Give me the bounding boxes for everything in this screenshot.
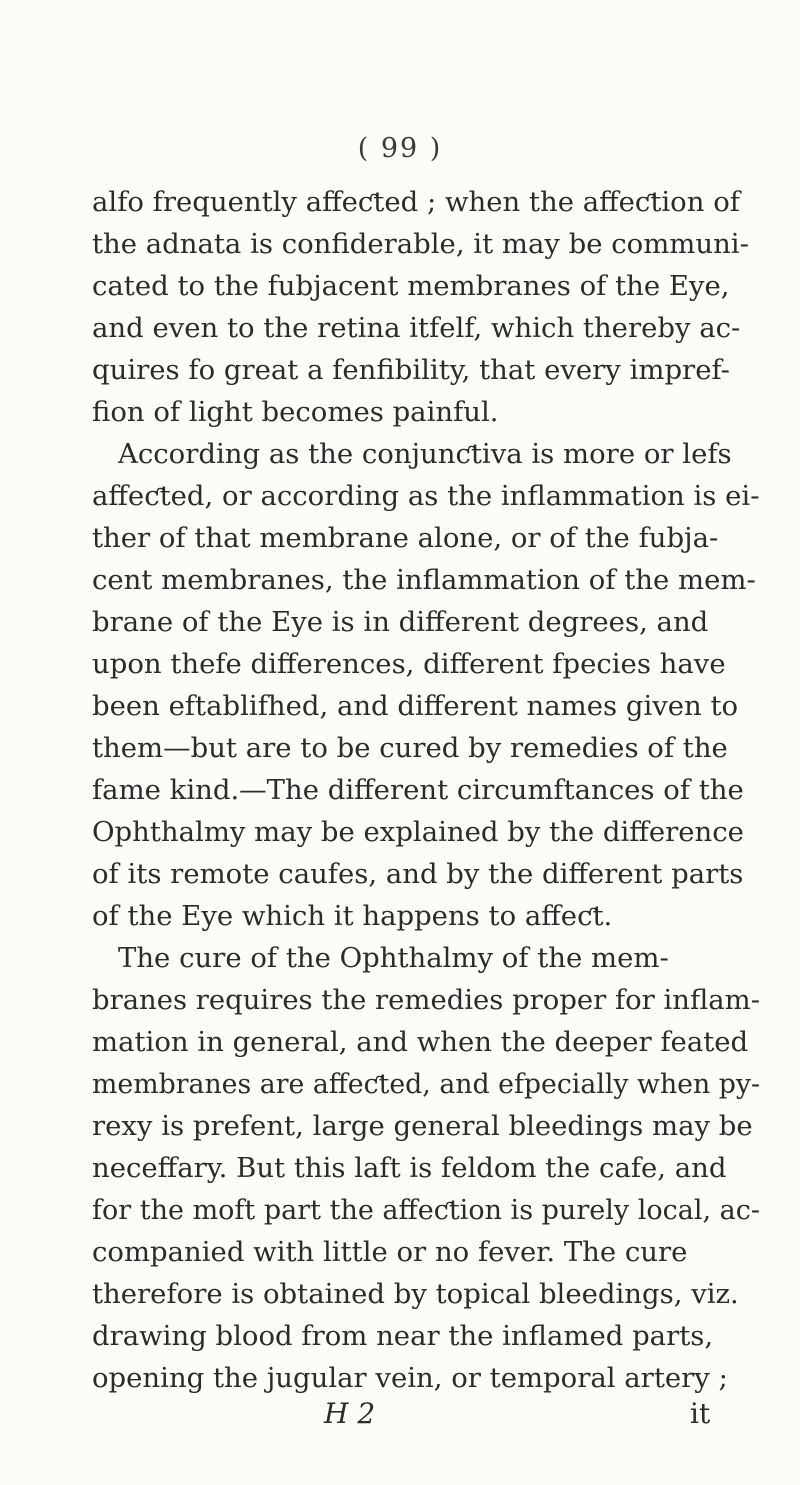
text-line: affeƈted, or according as the inflammation is ei- [92, 480, 760, 512]
footer-line [0, 1394, 800, 1434]
text-line: companied with little or no fever. The cure [92, 1236, 688, 1268]
text-line: therefore is obtained by topical bleedings, viz. [92, 1278, 739, 1310]
signature-mark: H 2 [324, 1397, 376, 1430]
text-line: mation in general, and when the deeper feated [92, 1026, 749, 1058]
text-line: membranes are affeƈted, and efpecially when py- [92, 1068, 761, 1100]
text-line: and even to the retina itfelf, which thereby ac- [92, 312, 741, 344]
text-line: brane of the Eye is in different degrees, and [92, 606, 709, 638]
text-line: them—but are to be cured by remedies of the [92, 732, 728, 764]
text-line: alfo frequently affeƈted ; when the affeƈtion of [92, 186, 740, 218]
text-line: ther of that membrane alone, or of the fubja- [92, 522, 719, 554]
text-line: Ophthalmy may be explained by the difference [92, 816, 744, 848]
text-line: According as the conjunƈtiva is more or lefs [118, 438, 732, 470]
text-line: of the Eye which it happens to affeƈt. [92, 900, 613, 932]
text-line: neceffary. But this laft is feldom the cafe, and [92, 1152, 727, 1184]
text-line: quires fo great a fenfibility, that every impref- [92, 354, 730, 386]
text-line: been eftablifhed, and different names given to [92, 690, 739, 722]
text-line: cent membranes, the inflammation of the mem- [92, 564, 756, 596]
text-line: branes requires the remedies proper for inflam- [92, 984, 760, 1016]
text-line: fame kind.—The different circumftances of the [92, 774, 744, 806]
text-line: drawing blood from near the inflamed parts, [92, 1320, 714, 1352]
catchword: it [690, 1397, 711, 1430]
text-line: of its remote caufes, and by the different parts [92, 858, 744, 890]
text-line: for the moft part the affeƈtion is purely local, ac- [92, 1194, 760, 1226]
text-line: the adnata is confiderable, it may be communi- [92, 228, 749, 260]
text-line: cated to the fubjacent membranes of the Eye, [92, 270, 730, 302]
text-line: opening the jugular vein, or temporal artery ; [92, 1362, 728, 1394]
text-line: upon thefe differences, different fpecies have [92, 648, 726, 680]
text-line: fion of light becomes painful. [92, 396, 499, 428]
page-number: ( 99 ) [357, 133, 443, 164]
text-line: The cure of the Ophthalmy of the mem- [118, 942, 669, 974]
text-line: rexy is prefent, large general bleedings may be [92, 1110, 753, 1142]
